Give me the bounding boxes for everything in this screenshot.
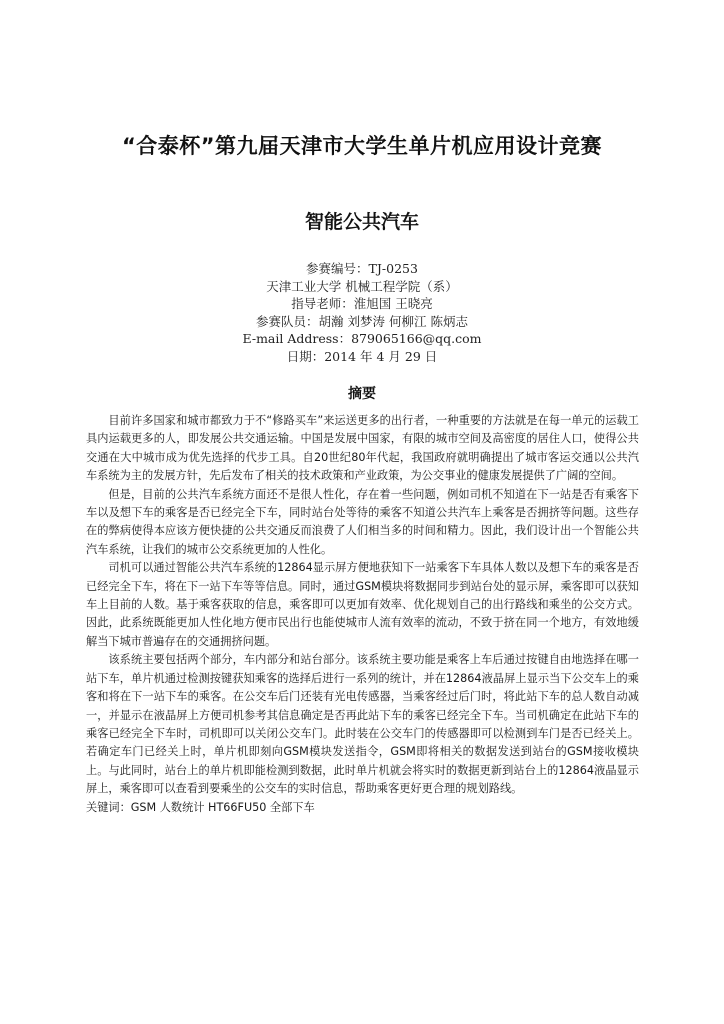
entry-date: 日期：2014 年 4 月 29 日 [286,348,438,364]
advisors: 指导老师：淮旭国 王晓亮 [291,296,433,311]
competition-title: “合泰杯”第九届天津市大学生单片机应用设计竞赛 [121,134,603,158]
abstract-paragraph: 该系统主要包括两个部分，车内部分和站台部分。该系统主要功能是乘客上车后通过按键自由地选择在哪一站下车，单片机通过检测按键获知乘客的选择后进行一系列的统计，并在12864液晶屏上显示当下公交车上的乘客和将在下一站下车的乘客。在公交车后门还装有光电传感器，当乘客经过后门时，将此站下车的总人数自动减一，并显示在液晶屏上方便司机参考其信息确定是否再此站下车的乘客已经完全下车。当司机确定在此站下车的乘客已经完全下车时，司机即可以关闭公交车门。此时装在公交车门的传感器即可以检测到车门是否已经关上。若确定车门已经关上时，单片机即刻向GSM模块发送指令，GSM即将相关的数据发送到站台的GSM接收模块上。与此同时，站台上的单片机即能检测到数据，此时单片机就会将实时的数据更新到站台上的12864液晶显示屏上，乘客即可以查看到要乘坐的公交车的实时信息，帮助乘客更好更合理的规划路线。 [86,653,639,796]
abstract-paragraph: 司机可以通过智能公共汽车系统的12864显示屏方便地获知下一站乘客下车具体人数以及想下车的乘客是否已经完全下车，将在下一站下车等等信息。同时，通过GSM模块将数据同步到站台处的显示屏，乘客即可以获知车上目前的人数。基于乘客获取的信息，乘客即可以更加有效率、优化规划自己的出行路线和乘坐的公交方式。因此，此系统既能更加人性化地方便市民出行也能使城市人流有效率的流动，不致于挤在同一个地方，有效地缓解当下城市普遍存在的交通拥挤问题。 [86,561,639,648]
abstract-heading: 摘要 [348,386,376,402]
school-name: 天津工业大学 机械工程学院（系） [266,278,458,294]
entry-info-block [0,260,724,365]
keywords-line: 关键词：GSM 人数统计 HT66FU50 全部下车 [86,800,315,814]
project-title: 智能公共汽车 [304,211,419,233]
abstract-paragraph: 但是，目前的公共汽车系统方面还不是很人性化，存在着一些问题，例如司机不知道在下一站是否有乘客下车以及想下车的乘客是否已经完全下车，同时站台处等待的乘客不知道公共汽车上乘客是否拥挤等问题。这些存在的弊病使得本应该方便快捷的公共交通反而浪费了人们相当多的时间和精力。因此，我们设计出一个智能公共汽车系统，让我们的城市公交系统更加的人性化。 [86,487,639,556]
abstract-body [86,412,639,817]
team-members: 参赛队员：胡瀚 刘梦涛 何柳江 陈炳志 [256,313,468,329]
email-address: E-mail Address：879065166@qq.com [242,331,482,346]
abstract-paragraph: 目前许多国家和城市都致力于不“修路买车”来运送更多的出行者，一种重要的方法就是在每一单元的运载工具内运载更多的人，即发展公共交通运输。中国是发展中国家，有限的城市空间及高密度的居住人口，使得公共交通在大中城市成为优先选择的代步工具。自20世纪80年代起，我国政府就明确提出了城市客运交通以公共汽车系统为主的发展方针，先后发布了相关的技术政策和产业政策，为公交事业的健康发展提供了广阔的空间。 [86,414,639,483]
entry-number: 参赛编号：TJ-0253 [306,261,418,276]
